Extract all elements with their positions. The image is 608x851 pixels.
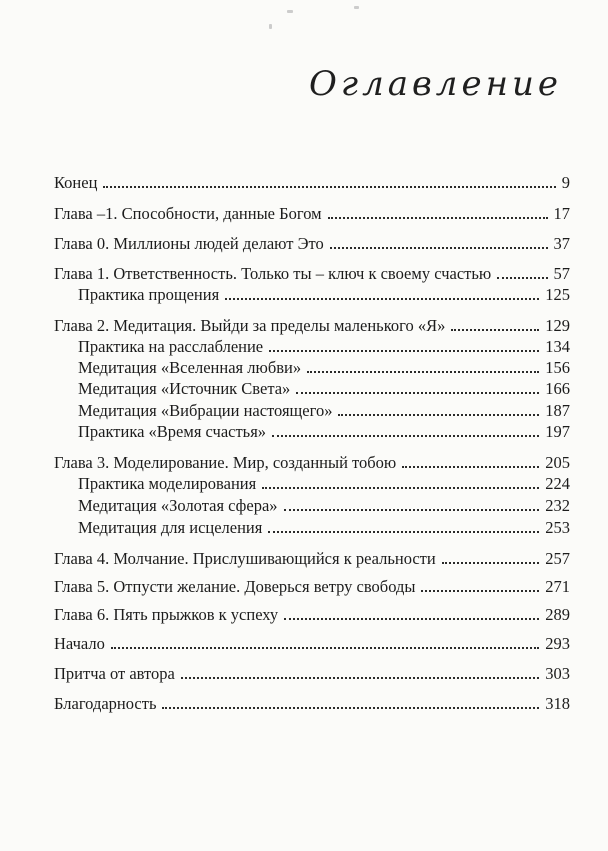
toc-page-number: 271 [545, 577, 570, 596]
toc-page-number: 224 [545, 474, 570, 493]
toc-page-number: 197 [545, 422, 570, 441]
toc-subentry [78, 474, 570, 494]
toc-entry-chapter-2 [54, 316, 570, 336]
toc-entry-title: Практика прощения [78, 285, 220, 304]
toc-page-number: 187 [545, 401, 570, 420]
toc-entry-title: Практика моделирования [78, 474, 257, 493]
dot-leader [181, 677, 539, 679]
toc-page-number: 293 [545, 634, 570, 653]
toc-entry-chapter-minus-1 [54, 204, 570, 224]
dot-leader [225, 298, 539, 300]
toc-subentry [78, 496, 570, 516]
toc-entry-title: Благодарность [54, 694, 157, 713]
toc-entry-chapter-3 [54, 453, 570, 473]
toc-subentry [78, 285, 570, 305]
toc-entry-chapter-1 [54, 264, 570, 284]
toc-entry-title: Глава 4. Молчание. Прислушивающийся к реальности [54, 549, 436, 568]
dot-leader [269, 350, 539, 352]
toc-page-number: 156 [545, 358, 570, 377]
toc-page-number: 134 [545, 337, 570, 356]
toc-page-number: 129 [545, 316, 570, 335]
toc-page-number: 253 [545, 518, 570, 537]
dot-leader [307, 371, 539, 373]
toc-subentry [78, 337, 570, 357]
toc-subentry [78, 401, 570, 421]
toc-subentry [78, 422, 570, 442]
toc-page-number: 257 [545, 549, 570, 568]
toc-subentry [78, 358, 570, 378]
dot-leader [262, 487, 539, 489]
toc-entry-acknowledgements [54, 694, 570, 714]
dot-leader [497, 277, 547, 279]
toc-entry-title: Глава 3. Моделирование. Мир, созданный тобою [54, 453, 397, 472]
toc-entry-title: Глава –1. Способности, данные Богом [54, 204, 322, 223]
toc-entry-title: Медитация для исцеления [78, 518, 263, 537]
toc-page-number: 205 [545, 453, 570, 472]
toc-entry-chapter-6 [54, 605, 570, 625]
toc-entry-title: Глава 5. Отпусти желание. Доверься ветру свободы [54, 577, 416, 596]
dot-leader [162, 707, 539, 709]
toc-entry-title: Практика «Время счастья» [78, 422, 267, 441]
toc-entry-title: Притча от автора [54, 664, 175, 683]
dot-leader [330, 247, 548, 249]
toc-page-number: 289 [545, 605, 570, 624]
toc-page-number: 303 [545, 664, 570, 683]
toc-entry-title: Конец [54, 173, 98, 192]
toc-entry-chapter-5 [54, 577, 570, 597]
toc-subentry [78, 379, 570, 399]
dot-leader [338, 414, 539, 416]
dot-leader [103, 186, 555, 188]
toc-entry-parable [54, 664, 570, 684]
dot-leader [402, 466, 539, 468]
toc-page-number: 9 [561, 173, 570, 192]
toc-entry-title: Практика на расслабление [78, 337, 264, 356]
toc-entry-title: Глава 2. Медитация. Выйди за пределы маленького «Я» [54, 316, 446, 335]
toc-entry-chapter-4 [54, 549, 570, 569]
dot-leader [421, 590, 539, 592]
toc-entry-title: Глава 1. Ответственность. Только ты – ключ к своему счастью [54, 264, 492, 283]
toc-entry-title: Глава 6. Пять прыжков к успеху [54, 605, 279, 624]
dot-leader [284, 618, 539, 620]
dot-leader [442, 562, 540, 564]
toc-subentry [78, 518, 570, 538]
page-title: Оглавление [309, 64, 562, 104]
toc-entry-title: Медитация «Вибрации настоящего» [78, 401, 333, 420]
dot-leader [272, 435, 539, 437]
toc-entry-chapter-0 [54, 234, 570, 254]
toc-page-number: 125 [545, 285, 570, 304]
dot-leader [296, 392, 539, 394]
dot-leader [111, 647, 539, 649]
toc-page-number: 166 [545, 379, 570, 398]
toc-page-number: 318 [545, 694, 570, 713]
toc-entry-title: Начало [54, 634, 105, 653]
toc-entry-end [54, 173, 570, 193]
toc-entry-title: Глава 0. Миллионы людей делают Это [54, 234, 324, 253]
toc-page-number: 57 [553, 264, 570, 283]
toc-page-number: 37 [553, 234, 570, 253]
toc-page-number: 232 [545, 496, 570, 515]
toc-entry-title: Медитация «Вселенная любви» [78, 358, 302, 377]
dot-leader [284, 509, 540, 511]
toc-entry-beginning [54, 634, 570, 654]
toc-entry-title: Медитация «Золотая сфера» [78, 496, 278, 515]
dot-leader [328, 217, 548, 219]
toc-page-number: 17 [553, 204, 570, 223]
toc-entry-title: Медитация «Источник Света» [78, 379, 291, 398]
dot-leader [268, 531, 539, 533]
dot-leader [451, 329, 539, 331]
